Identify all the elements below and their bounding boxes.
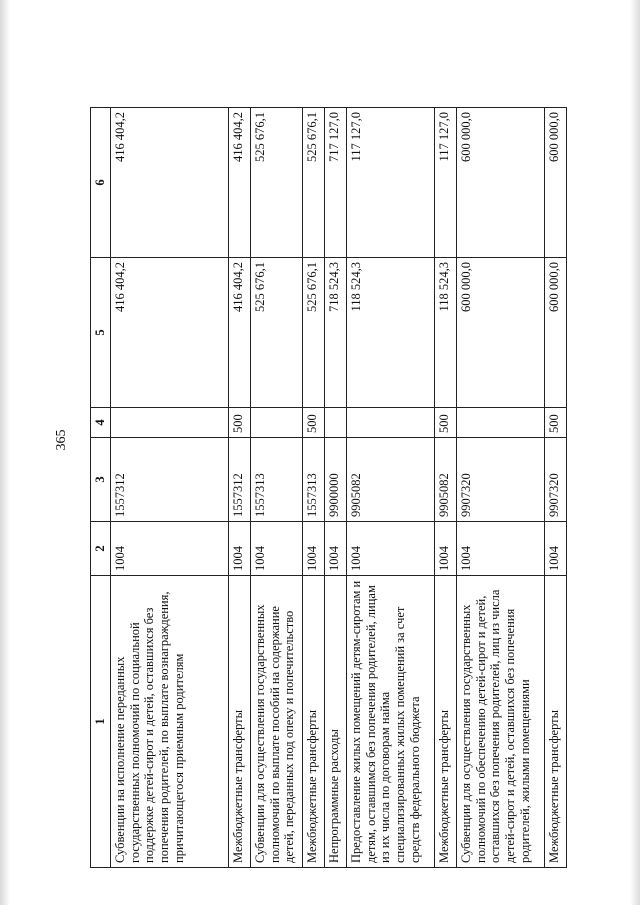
row-target-code: 9907320: [456, 438, 544, 522]
page-number: 365: [54, 429, 69, 451]
table-row: [250, 108, 302, 868]
row-sum-1: 718 524,3: [324, 258, 346, 408]
scan-edge-right: [630, 0, 640, 905]
row-name: Субвенции для осуществления государственных полномочий по выплате пособий на содержание детей, переданных под опеку и попечительство: [250, 576, 302, 868]
row-sum-1: 416 404,2: [110, 258, 228, 408]
row-target-code: 1557312: [110, 438, 228, 522]
row-sum-2: 416 404,2: [228, 108, 250, 258]
scan-edge-left: [0, 0, 10, 905]
row-section-code: 1004: [456, 522, 544, 576]
row-section-code: 1004: [434, 522, 456, 576]
row-section-code: 1004: [250, 522, 302, 576]
row-expense-type: [250, 408, 302, 438]
row-sum-2: 600 000,0: [544, 108, 566, 258]
row-expense-type: [324, 408, 346, 438]
row-target-code: 1557312: [228, 438, 250, 522]
row-sum-2: 117 127,0: [434, 108, 456, 258]
row-section-code: 1004: [302, 522, 324, 576]
row-section-code: 1004: [228, 522, 250, 576]
row-name: Межбюджетные трансферты: [228, 576, 250, 868]
row-target-code: 9900000: [324, 438, 346, 522]
row-sum-2: 416 404,2: [110, 108, 228, 258]
row-sum-2: 717 127,0: [324, 108, 346, 258]
row-target-code: 9907320: [544, 438, 566, 522]
row-sum-2: 525 676,1: [250, 108, 302, 258]
table-row: [456, 108, 544, 868]
row-sum-1: 118 524,3: [346, 258, 434, 408]
row-target-code: 1557313: [302, 438, 324, 522]
row-section-code: 1004: [110, 522, 228, 576]
row-sum-1: 118 524,3: [434, 258, 456, 408]
row-sum-2: 117 127,0: [346, 108, 434, 258]
row-sum-2: 525 676,1: [302, 108, 324, 258]
rotated-page-content: [90, 108, 561, 868]
table-row: [302, 108, 324, 868]
row-sum-1: 600 000,0: [544, 258, 566, 408]
row-sum-1: 600 000,0: [456, 258, 544, 408]
row-target-code: 1557313: [250, 438, 302, 522]
row-name: Межбюджетные трансферты: [434, 576, 456, 868]
row-sum-1: 525 676,1: [250, 258, 302, 408]
row-target-code: 9905082: [434, 438, 456, 522]
row-target-code: 9905082: [346, 438, 434, 522]
header-cell: 3: [91, 438, 111, 522]
header-cell: 2: [91, 522, 111, 576]
table-header-row: [91, 108, 111, 868]
row-expense-type: [346, 408, 434, 438]
table-row: [110, 108, 228, 868]
table-row: [346, 108, 434, 868]
header-cell: 5: [91, 258, 111, 408]
row-expense-type: 500: [544, 408, 566, 438]
row-section-code: 1004: [346, 522, 434, 576]
table-row: [434, 108, 456, 868]
row-section-code: 1004: [324, 522, 346, 576]
row-expense-type: 500: [228, 408, 250, 438]
header-cell: 1: [91, 576, 111, 868]
table-row: [544, 108, 566, 868]
row-expense-type: 500: [434, 408, 456, 438]
row-name: Субвенции на исполнение переданных государственных полномочий по социальной поддержке детей-сирот и детей, оставшихся без попечения родителей, по выплате вознаграждения, причитающегося приемным родителям: [110, 576, 228, 868]
row-sum-1: 416 404,2: [228, 258, 250, 408]
header-cell: 6: [91, 108, 111, 258]
header-cell: 4: [91, 408, 111, 438]
table-row: [324, 108, 346, 868]
row-name: Предоставление жилых помещений детям-сиротам и детям, оставшимся без попечения родителей, лицам из их числа по договорам найма специализированных жилых помещений за счет средств федерального бюджета: [346, 576, 434, 868]
row-expense-type: [110, 408, 228, 438]
table-row: [228, 108, 250, 868]
row-name: Непрограммные расходы: [324, 576, 346, 868]
row-expense-type: [456, 408, 544, 438]
row-section-code: 1004: [544, 522, 566, 576]
row-name: Межбюджетные трансферты: [302, 576, 324, 868]
budget-table: [90, 107, 567, 868]
row-sum-2: 600 000,0: [456, 108, 544, 258]
row-name: Субвенции для осуществления государственных полномочий по обеспечению детей-сирот и детей, оставшихся без попечения родителей, лиц из числа детей-сирот и детей, оставшихся без попечения родителей, жилыми помещениями: [456, 576, 544, 868]
row-name: Межбюджетные трансферты: [544, 576, 566, 868]
row-sum-1: 525 676,1: [302, 258, 324, 408]
row-expense-type: 500: [302, 408, 324, 438]
